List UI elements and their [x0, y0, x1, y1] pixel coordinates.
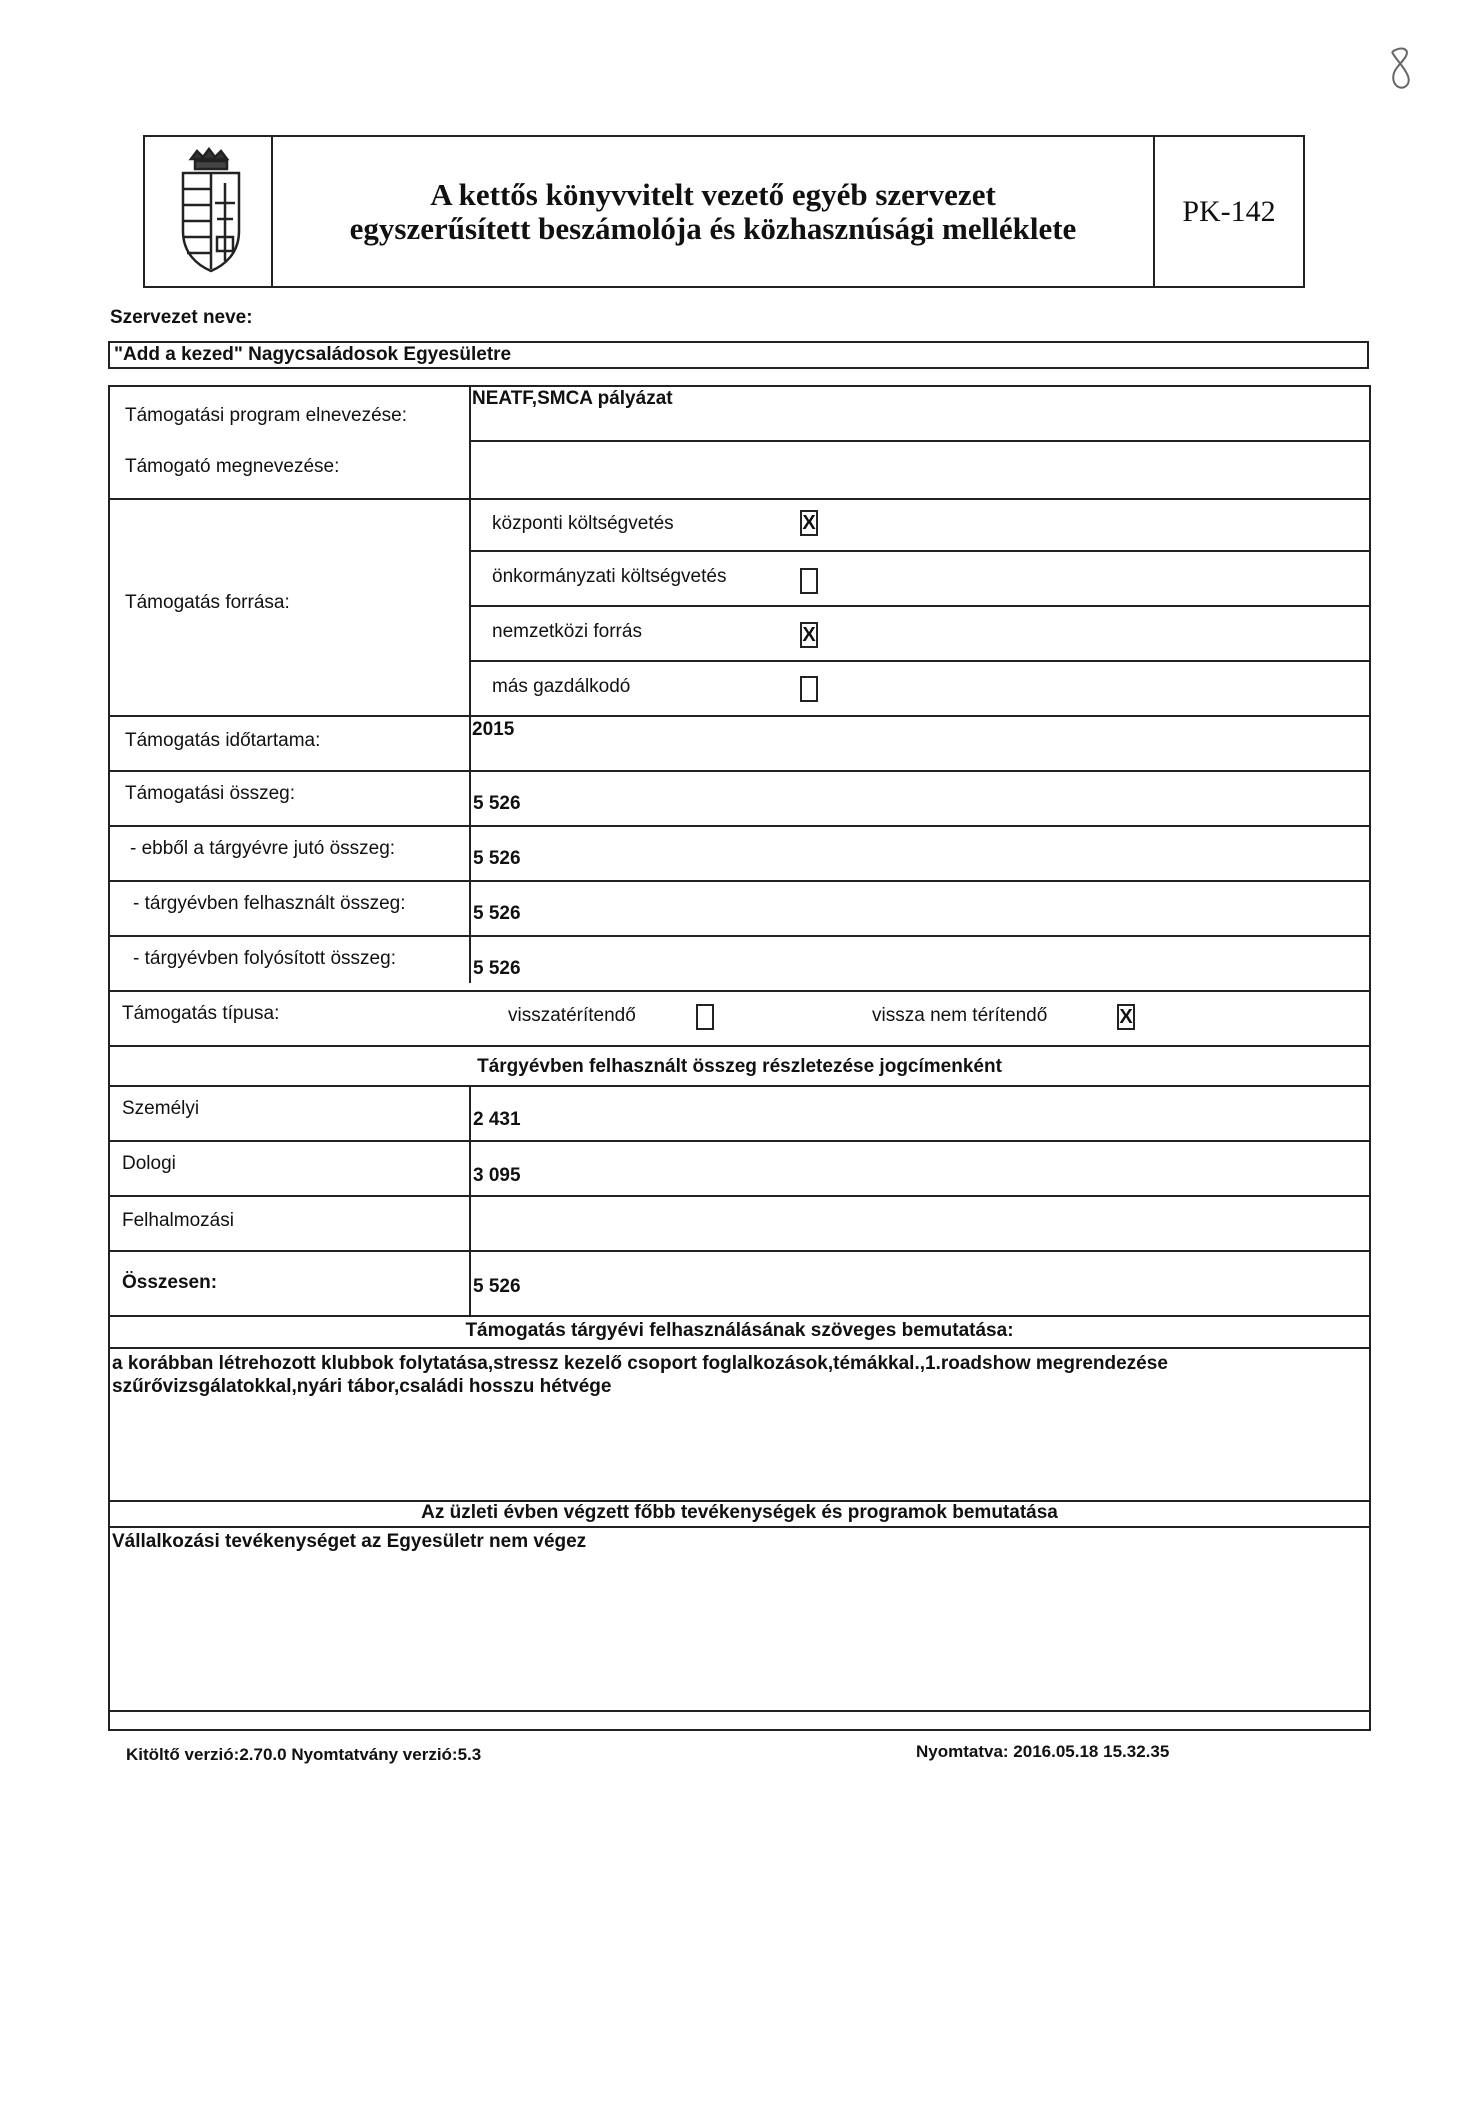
form-code: PK-142	[1182, 194, 1276, 228]
duration-value: 2015	[472, 719, 515, 740]
checkbox-international[interactable]: X	[800, 622, 818, 648]
source-option-municipal-budget: önkormányzati költségvetés	[492, 566, 727, 587]
year-amount-value: 5 526	[473, 848, 521, 869]
source-label: Támogatás forrása:	[125, 592, 290, 613]
supporter-label: Támogató megnevezése:	[125, 456, 340, 477]
breakdown-total-label: Összesen:	[122, 1272, 218, 1293]
checkbox-nonrefundable[interactable]: X	[1117, 1004, 1135, 1030]
breakdown-personal-value: 2 431	[473, 1109, 521, 1130]
source-option-central-budget: központi költségvetés	[492, 513, 674, 534]
organization-label: Szervezet neve:	[110, 307, 253, 328]
breakdown-capital-label: Felhalmozási	[122, 1210, 234, 1231]
breakdown-material-label: Dologi	[122, 1153, 176, 1174]
amount-label: Támogatási összeg:	[125, 783, 296, 804]
used-amount-label: - tárgyévben felhasznált összeg:	[133, 893, 406, 914]
handwritten-page-mark	[1386, 44, 1416, 94]
breakdown-total-value: 5 526	[473, 1276, 521, 1297]
checkbox-other-business[interactable]	[800, 676, 818, 702]
program-value: NEATF,SMCA pályázat	[472, 388, 673, 409]
type-label: Támogatás típusa:	[122, 1003, 280, 1024]
usage-text-line-1: a korábban létrehozott klubbok folytatása,stressz kezelő csoport foglalkozások,témákkal.,1.roadshow megrendezése	[112, 1353, 1168, 1374]
organization-name-field: "Add a kezed" Nagycsaládosok Egyesületre	[108, 341, 1369, 369]
program-label: Támogatási program elnevezése:	[125, 405, 407, 426]
crest-cell	[145, 137, 273, 286]
checkbox-municipal-budget[interactable]	[800, 568, 818, 594]
checkbox-refundable[interactable]	[696, 1004, 714, 1030]
source-option-international: nemzetközi forrás	[492, 621, 642, 642]
source-option-other-business: más gazdálkodó	[492, 676, 631, 697]
activities-title: Az üzleti évben végzett főbb tevékenységek és programok bemutatása	[421, 1502, 1058, 1523]
paid-amount-label: - tárgyévben folyósított összeg:	[133, 948, 396, 969]
activities-text: Vállalkozási tevékenységet az Egyesületr nem végez	[112, 1531, 587, 1552]
usage-text-line-2: szűrővizsgálatokkal,nyári tábor,családi hosszu hétvége	[112, 1376, 612, 1397]
usage-title: Támogatás tárgyévi felhasználásának szöveges bemutatása:	[465, 1320, 1014, 1341]
type-nonrefundable-label: vissza nem térítendő	[872, 1005, 1048, 1026]
breakdown-title: Tárgyévben felhasznált összeg részletezése jogcímenként	[477, 1056, 1002, 1077]
checkbox-central-budget[interactable]: X	[800, 510, 818, 536]
year-amount-label: - ebből a tárgyévre jutó összeg:	[130, 838, 396, 859]
form-title-line-2: egyszerűsített beszámolója és közhasznúsági melléklete	[349, 210, 1077, 246]
breakdown-material-value: 3 095	[473, 1165, 521, 1186]
form-code-cell	[1153, 137, 1303, 286]
duration-label: Támogatás időtartama:	[125, 730, 321, 751]
form-title-line-1: A kettős könyvvitelt vezető egyéb szervezet	[430, 176, 996, 212]
breakdown-personal-label: Személyi	[122, 1098, 200, 1119]
footer-version: Kitöltő verzió:2.70.0 Nyomtatvány verzió:5.3	[126, 1745, 482, 1764]
footer-printed-at: Nyomtatva: 2016.05.18 15.32.35	[916, 1742, 1170, 1761]
form-header	[143, 135, 1305, 288]
paid-amount-value: 5 526	[473, 958, 521, 979]
hungarian-coat-of-arms-icon	[145, 137, 273, 287]
used-amount-value: 5 526	[473, 903, 521, 924]
form-title	[273, 137, 1153, 286]
amount-value: 5 526	[473, 793, 521, 814]
type-refundable-label: visszatérítendő	[508, 1005, 636, 1026]
